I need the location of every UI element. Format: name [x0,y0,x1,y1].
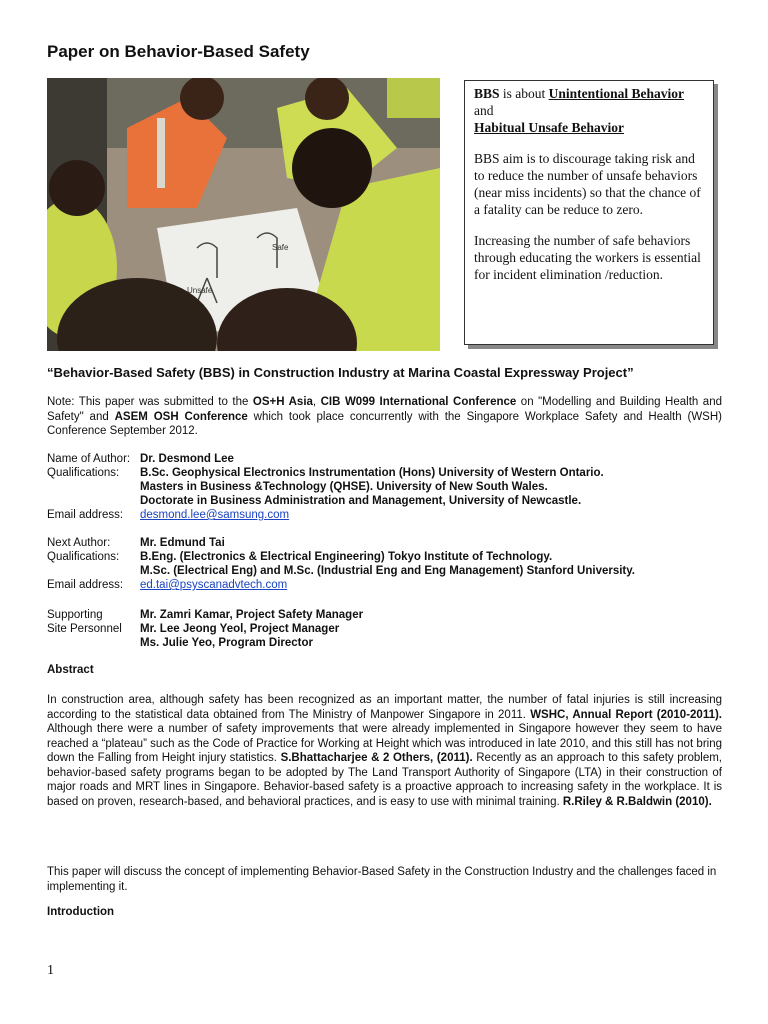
bbs-callout-box [464,80,714,345]
sketch-label-safe: Safe [272,243,289,252]
author2-name-row [47,536,225,551]
author1-name: Dr. Desmond Lee [140,453,234,465]
author2-email-label: Email address: [47,579,124,591]
abstract-body [47,693,722,809]
author1-qual-row [47,466,604,481]
support-person-3: Ms. Julie Yeo, Program Director [140,637,313,649]
bbs-aim: BBS aim is to discourage taking risk and to reduce the number of unsafe behaviors (near miss incidents) so that the chance of a fatality can be reduce to zero. [474,151,701,217]
paper-subtitle: “Behavior-Based Safety (BBS) in Construction Industry at Marina Coastal Expressway Project” [47,365,634,380]
note-text-3: which took place concurrently with the Singapore Workplace Safety and Health (WSH) Conference September 2012. [47,410,722,437]
abstract-ref-3: R.Riley & R.Baldwin (2010). [562,795,712,808]
bbs-intro-and: and [474,103,494,118]
author2-qual-1: B.Eng. (Electronics & Electrical Engineering) Tokyo Institute of Technology. [140,551,553,563]
abstract-text-1: In construction area, although safety has been recognized as an important matter, the number of fatal injuries is still increasing according to the statistical data obtained from The Ministry of Manpower Singapore in 2011. [47,694,722,721]
author1-email-link[interactable]: desmond.lee@samsung.com [140,509,290,521]
author2-name-label: Next Author: [47,537,111,549]
author2-qual-2: M.Sc. (Electrical Eng) and M.Sc. (Industrial Eng and Eng Management) Stanford University. [140,565,635,577]
note-comma: , [312,396,321,408]
unintentional-behavior: Unintentional Behavior [548,86,685,101]
page-number: 1 [47,963,54,978]
support-row-2 [47,622,339,637]
sketch-label-unsafe: Unsafe [187,286,213,295]
author2-email-row [47,578,287,593]
submission-note [47,395,722,439]
bbs-intro-text: is about [499,86,549,101]
author1-qual-label: Qualifications: [47,467,120,479]
author1-name-row [47,452,234,467]
support-person-1: Mr. Zamri Kamar, Project Safety Manager [140,609,364,621]
workers-photo-illustration [47,78,440,351]
author2-qual-row [47,550,552,565]
workers-photo [47,78,440,351]
note-text-1: Note: This paper was submitted to the [47,396,253,408]
support-label-2: Site Personnel [47,623,122,635]
author1-email-row [47,508,289,523]
closing-paragraph: This paper will discuss the concept of implementing Behavior-Based Safety in the Construction Industry and the challenges faced in implementing it. [47,866,717,893]
note-asem-conference: ASEM OSH Conference [114,410,248,423]
note-cib-conference: CIB W099 International Conference [320,396,517,408]
support-row-1 [47,608,363,623]
bbs-intro [474,85,704,136]
abstract-heading: Abstract [47,664,94,676]
author1-qual-1: B.Sc. Geophysical Electronics Instrumentation (Hons) University of Western Ontario. [140,467,604,479]
author1-qual-2: Masters in Business &Technology (QHSE). University of New South Wales. [140,481,548,493]
author2-email-link[interactable]: ed.tai@psyscanadvtech.com [140,579,288,591]
bbs-safe-behaviors: Increasing the number of safe behaviors through educating the workers is essential for incident elimination /reduction. [474,233,701,282]
author1-qual-3: Doctorate in Business Administration and Management, University of Newcastle. [140,495,582,507]
abstract-text-2: Although there were a number of safety improvements that were already implemented in Singapore however they seem to have reached a “plateau” such as the Code of Practice for Working at Height which was introduced in late 2010, and this still has not bring down the Falling from Height injury statistics. [47,723,722,764]
support-label-1: Supporting [47,609,103,621]
habitual-unsafe-behavior: Habitual Unsafe Behavior [474,120,625,135]
author1-email-label: Email address: [47,509,124,521]
introduction-heading: Introduction [47,906,115,918]
page-title: Paper on Behavior-Based Safety [47,42,310,61]
note-osh-asia: OS+H Asia [252,396,313,408]
support-person-2: Mr. Lee Jeong Yeol, Project Manager [140,623,340,635]
bbs-abbrev: BBS [474,86,500,101]
abstract-ref-2: S.Bhattacharjee & 2 Others, (2011). [280,752,473,764]
author2-qual-label: Qualifications: [47,551,120,563]
abstract-ref-1: WSHC, Annual Report (2010-2011). [530,708,723,721]
abstract-text-3: Recently as an approach to this safety problem, behavior-based safety programs began to be adopted by The Land Transport Authority of Singapore (LTA) in their construction of major roads and MRT lines in Singapore. Behavior-based safety is a proactive approach to increasing safety in the workplace. It is based on proven, research-based, and behavioral practices, and is easy to use with minimal training. [47,752,722,808]
author2-name: Mr. Edmund Tai [140,537,225,549]
author1-name-label: Name of Author: [47,453,131,465]
note-text-2: on "Modelling and Building Health and Safety" and [47,396,722,423]
